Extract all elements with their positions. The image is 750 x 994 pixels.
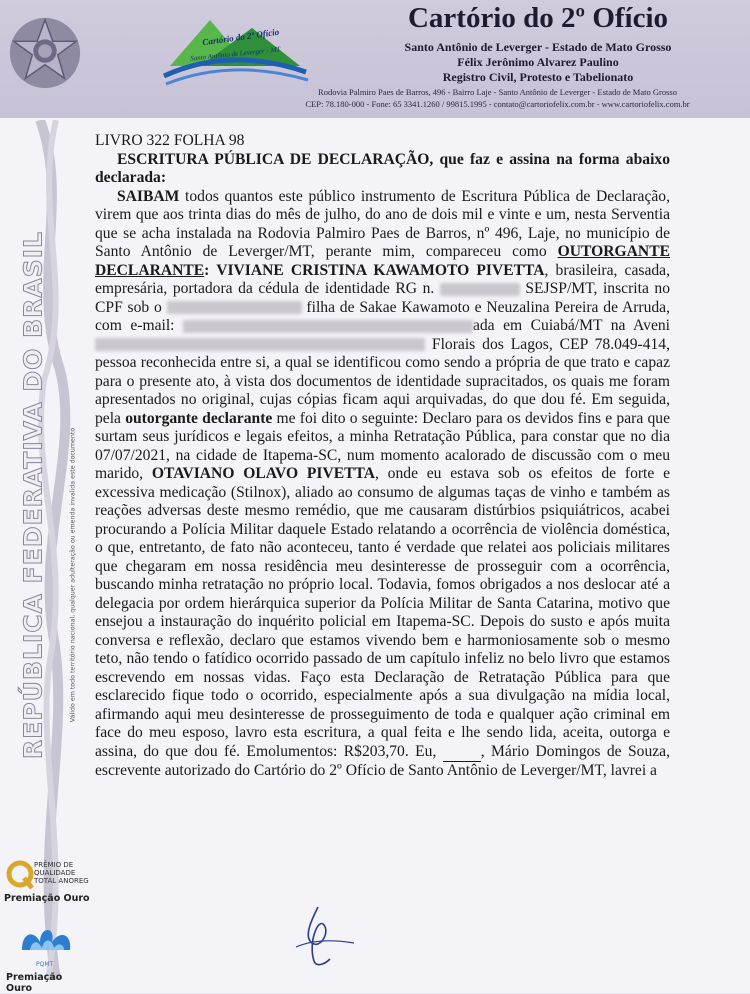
quality-line-1: PRÊMIO DE — [34, 861, 74, 869]
signature-scribble-icon — [290, 903, 360, 969]
redacted-cpf — [167, 301, 302, 314]
grantor-label-2: outorgante declarante — [125, 409, 273, 427]
pqmt-badge — [6, 920, 86, 994]
office-title: Cartório do 2º Ofício — [407, 2, 669, 34]
letterhead — [0, 0, 750, 118]
redacted-email — [183, 320, 473, 333]
redacted-address — [95, 338, 425, 351]
book-reference: LIVRO 322 FOLHA 98 — [95, 132, 245, 149]
pqmt-logo-icon — [16, 920, 76, 960]
cartorio-logo — [160, 6, 310, 90]
office-location: Santo Antônio de Leverger - Estado de Mato Grosso — [404, 40, 672, 54]
q-award-icon — [6, 860, 34, 890]
grantor-label: OUTORGANTE DECLARANTE — [95, 243, 670, 279]
quality-line-3: TOTAL ANOREG — [34, 877, 89, 885]
brasil-seal-icon — [6, 14, 84, 92]
quality-line-2: QUALIDADE — [34, 869, 76, 877]
office-address: Rodovia Palmiro Paes de Barros, 496 - Bairro Laje - Santo Antônio de Leverger - Estado de Mato Grosso — [318, 87, 677, 97]
office-services: Registro Civil, Protesto e Tabelionato — [442, 70, 634, 84]
mountain-logo-icon — [160, 6, 310, 90]
redacted-rg — [440, 283, 520, 296]
pqmt-label: PQMT — [36, 961, 54, 968]
republic-watermark: REPÚBLICA FEDERATIVA DO BRASIL — [18, 231, 48, 759]
notary-name: Félix Jerônimo Alvarez Paulino — [457, 55, 619, 69]
logo-text-1: Cartório do 2º Ofício — [201, 26, 280, 48]
deed-heading: ESCRITURA PÚBLICA DE DECLARAÇÃO, que faz e assina na forma abaixo declarada: — [95, 150, 670, 186]
quality-award-badge — [4, 860, 90, 908]
deed-paragraph: SAIBAM todos quantos este público instrumento de Escritura Pública de Declaração, virem que aos trinta dias do mês de julho, do ano de dois mil e vinte e um, nesta Serventia que se acha instalada na Rodovia Palmiro Paes de Barros, nº 496, Laje, no município de Santo Antônio de Leverger/MT, perante mim, compareceu como OUTORGANTE DECLARANTE: VIVIANE CRISTINA KAWAMOTO PIVETTA, brasileira, casada, empresária, portadora da cédula de identidade RG n. SEJSP/MT, inscrita no CPF sob o filha de Sakae Kawamoto e Neuzalina Pereira de Arruda, com e-mail: ada em Cuiabá/MT na Aveni Florais dos Lagos, CEP 78.049-414, pessoa reconhecida entre si, a qual se identificou como sendo a própria de que trato e capaz para o presente ato, à vista dos documentos de identidade supracitados, os quais me foram apresentados no original, cujas cópias ficam aqui arquivadas, do que dou fé. Em seguida, pela outorgante declarante me foi dito o seguinte: Declaro para os devidos fins e para que surtam seus jurídicos e legais efeitos, a minha Retratação Pública, para constar que no dia 07/07/2021, na cidade de Itapema-SC, num momento acalorado de discussão com o meu marido, OTAVIANO OLAVO PIVETTA, onde eu estava sob os efeitos de forte e excessiva medicação (Stilnox), aliado ao consumo de algumas taças de vinho e também as reações adversas deste mesmo remédio, que me causaram distúrbios psiquiátricos, acabei procurando a Polícia Militar daquele Estado relatando a ocorrência de violência doméstica, o que, entretanto, de fato não aconteceu, tanto é verdade que relatei aos policiais militares que chegaram em nossa residência meu desinteresse de prosseguir com a ocorrência, buscando minha retratação no próprio local. Todavia, fomos obrigados a nos deslocar até a delegacia por ordem hierárquica superior da Polícia Militar de Santa Catarina, motivo que ensejou a instauração do inquérito policial em Itapema-SC. Depois do susto e após muita conversa e reflexão, declaro que estamos vivendo bem e harmoniosamente sob o mesmo teto, não tendo o fatídico ocorrido passado de um capítulo infeliz no belo livro que estamos escrevendo em nossas vidas. Faço esta Declaração de Retratação Pública para que esclarecido fique todo o ocorrido, especialmente após a sua divulgação na mídia local, afirmando aqui meu desinteresse de prosseguimento de toda e qualquer ação criminal em face do meu esposo, lavro esta escritura, a qual feita e lhe sendo lida, aceita, outorga e assina, do que dou fé. Emolumentos: R$203,70. Eu, , Mário Domingos de Souza, escrevente autorizado do Cartório do 2º Ofício de Santo Antônio de Leverger/MT, lavrei a — [95, 187, 671, 779]
grantor-name: VIVIANE CRISTINA KAWAMOTO PIVETTA — [216, 261, 545, 279]
signature-blank — [443, 743, 481, 763]
quality-award-label: Premiação Ouro — [4, 893, 90, 904]
logo-text-2: Santo Antônio de Leverger - MT — [189, 45, 281, 63]
husband-name: OTAVIANO OLAVO PIVETTA — [151, 465, 376, 482]
pqmt-award-label: Premiação Ouro — [6, 972, 63, 994]
validity-note: Válido em todo território nacional, qualquer adulteração ou emenda invalida este documento — [69, 427, 77, 723]
deed-body — [95, 132, 670, 781]
office-contact: CEP: 78.180-000 - Fone: 65 3341.1260 / 99815.1995 - contato@cartoriofelix.com.br - www.cartoriofelix.com.br — [305, 99, 690, 109]
saibam-word: SAIBAM — [117, 187, 180, 205]
